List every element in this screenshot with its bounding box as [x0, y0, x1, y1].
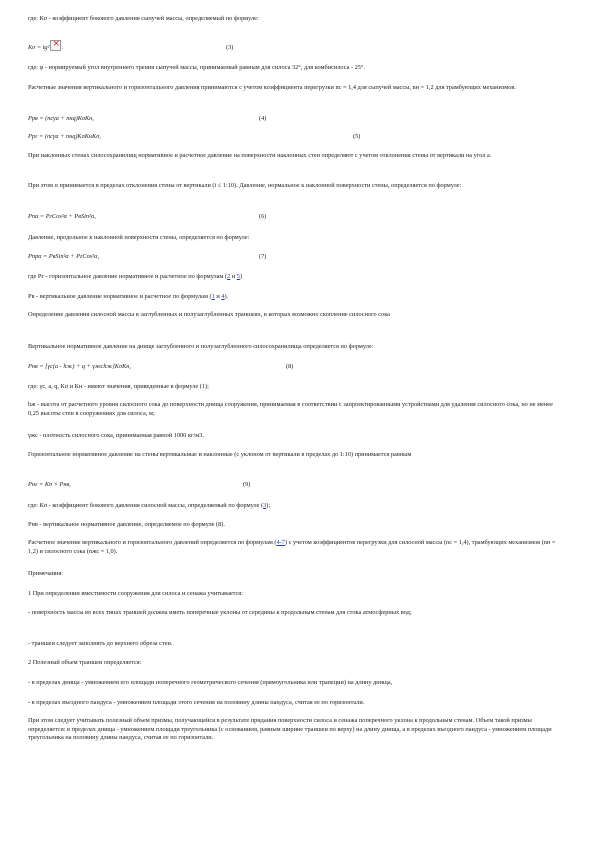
formula-4-number: (4): [259, 115, 267, 122]
paragraph-load-factors: Расчетные значения вертикального и горизонтального давления принимаются с учетом коэффициента перегрузки nс = 1,4 для сыпучей массы, nн = 1,2 для трамбующих механизмов.: [28, 84, 516, 91]
note-2-item-bottom: - в пределах днища - умножением его площади поперечного геометрического сечения (прямоугольника или трапеции) на длину днища,: [28, 679, 393, 686]
text-line-juice-density: γжс - плотность силосного сока, принимаемая равной 1000 кг/м3.: [28, 432, 204, 439]
link-formula-4[interactable]: 4: [221, 293, 225, 300]
paragraph-prism-volume: При этом следует учитывать полезный объем призмы, получающейся в результате придания поверхности силоса и сенажа поперечного уклона к продольным стенам. Объем такой призмы определяется: в пределах днища - умножением площади треугольника (с основанием, равным ширине траншеи по верху) на длину днища, а в пределах въездного пандуса - умножением площади треугольника на половину длины пандуса, считая ее по горизонтали.: [28, 717, 552, 742]
note-1-item-slopes: - поверхность массы во всех типах траншей должна иметь поперечные уклоны от середины к продольным стенам для стока атмосферных вод;: [28, 609, 412, 616]
paragraph-longitudinal-pressure: Давление, продольное к наклонной поверхности стены, определяется по формуле:: [28, 234, 250, 241]
note-2-item-ramp: - в пределах въездного пандуса - умножением площади этого сечения на половину длины пандуса, считая ее по горизонтали.: [28, 699, 365, 706]
formula-5: Ppг = (ncγa + nнq)КσКнКσ,: [28, 133, 101, 140]
pv-text: Pв - вертикальное давление нормативное и расчетное по формулам (: [28, 293, 212, 300]
formula-3-lhs: Кσ = tg²: [28, 44, 50, 51]
design-text-end: ) с учетом коэффициентов перегрузки для силосной массы (nс = 1,4), трамбующих механизмов (nн = 1,2) и силосного сока (nжс = 1,0).: [28, 539, 556, 555]
paragraph-design-values: [28, 539, 564, 556]
formula-4: Ppв = (ncγa + nнq)КσКн,: [28, 115, 94, 122]
link-formula-2[interactable]: 2: [227, 273, 231, 280]
note-2: 2 Полезный объем траншеи определяется:: [28, 659, 142, 666]
pg-text: где Pг - горизонтальное давление нормативное и расчетное по формулам (: [28, 273, 228, 280]
formula-7-number: (7): [259, 253, 267, 260]
broken-image-icon: [50, 40, 64, 51]
formula-3: [28, 40, 63, 53]
paragraph-horizontal-pressure: Горизонтальное нормативное давление на стены вертикальные и наклонные (с уклоном от вертикали в пределах до 1:10) принимается равным: [28, 451, 412, 458]
link-formulas-4-7[interactable]: 4-7: [276, 539, 285, 546]
formula-3-tail: .: [61, 44, 64, 51]
ks-close: );: [266, 502, 271, 509]
text-line-k-sigma-definition: где: Кσ - коэффициент бокового давления сыпучей массы, определяемый по формуле:: [28, 15, 259, 22]
pg-and: и: [230, 273, 237, 280]
paragraph-trench-pressure-heading: Определение давления силосной массы в заглубленных и полузаглубленных траншеях, в которых возможно скопление силосного сока: [28, 311, 390, 318]
paragraph-inclined-walls: При наклонных стенах силосохранилищ нормативное и расчетное давление на поверхности наклонных стен определяют с учетом отклонения стены от вертикали на угол a.: [28, 152, 492, 159]
formula-8-number: (8): [286, 363, 294, 370]
design-text: Расчетное значение вертикального и горизонтального давлений определяется по формулам (: [28, 539, 277, 546]
notes-heading: Примечания:: [28, 570, 64, 577]
formula-9-number: (9): [243, 481, 251, 488]
pv-close: ).: [224, 293, 229, 300]
note-1-item-fill: - траншеи следует заполнять до верхнего обреза стен.: [28, 640, 173, 647]
pg-close: ): [239, 273, 243, 280]
paragraph-juice-height: hж - высота от расчетного уровня силосного сока до поверхности днища сооружения, принимаемая в соответствии с запроектированными устройствами для удаления силосного сока, но не менее 0,25 высоты стен в сооружениях для силоса, м;: [28, 401, 553, 417]
text-line-pnv-definition: Pнв - вертикальное нормативное давление, определяемое по формуле (8).: [28, 521, 225, 528]
formula-8: Pнв = [γс(a - hж) + q + γжсhж]КσКн,: [28, 363, 131, 370]
formula-5-number: (5): [353, 133, 361, 140]
text-line-phi-definition: где: φ - нормируемый угол внутреннего трения сыпучей массы, принимаемый равным для силоса 32°, для комбисилоса - 25°.: [28, 64, 366, 71]
paragraph-bottom-pressure: Вертикальное нормативное давление на днище заглубленного и полузаглубленного силосохранилища определяется по формуле:: [28, 343, 374, 350]
text-line-variables: где: γс, a, q, Кσ и Кн - имеют значения, приведенные в формуле (1);: [28, 383, 209, 390]
note-1: 1 При определении вместимости сооружения для силоса и сенажа учитывается:: [28, 590, 243, 597]
formula-7: Pnpα = PвSin²α + PгCos²α,: [28, 253, 99, 260]
formula-6-number: (6): [259, 213, 267, 220]
text-line-pg-definition: [28, 273, 242, 282]
link-formula-1[interactable]: 1: [211, 293, 215, 300]
formula-9: Pнг = Кσ × Pнв,: [28, 481, 71, 488]
formula-6: Pnα = PгCos²α + PвSin²α,: [28, 213, 96, 220]
link-formula-5[interactable]: 5: [236, 273, 240, 280]
pv-and: и: [214, 293, 222, 300]
link-formula-3[interactable]: 3: [263, 502, 267, 509]
paragraph-normal-pressure: При этом α принимается в пределах отклонения стены от вертикали (i ≤ 1:10). Давление, нормальное к наклонной поверхности стены, определяется по формуле:: [28, 182, 462, 189]
text-line-k-sigma-reference: [28, 502, 270, 511]
ks-text: где: Кσ - коэффициент бокового давления силосной массы, определяемый по формуле (: [28, 502, 264, 509]
formula-3-number: (3): [226, 44, 234, 51]
text-line-pv-definition: [28, 293, 228, 302]
